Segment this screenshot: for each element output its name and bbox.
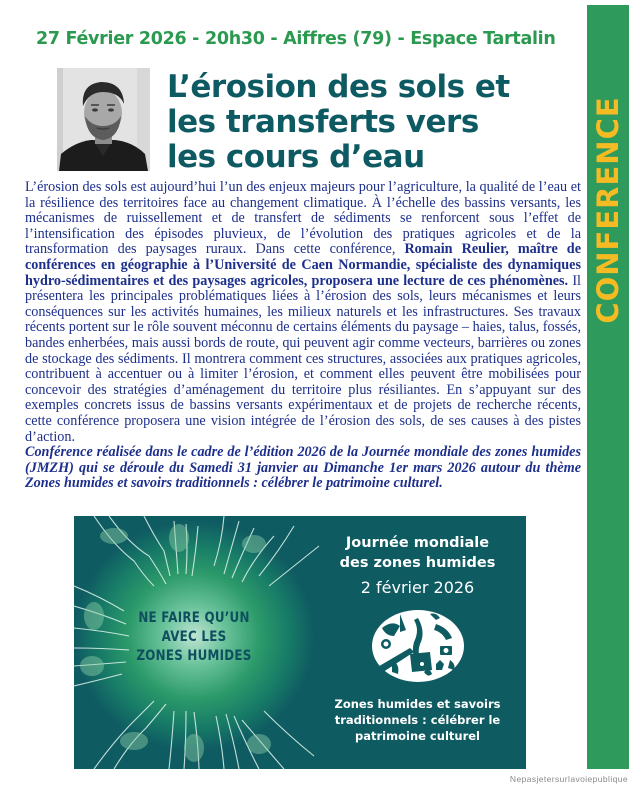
conference-description (25, 180, 581, 492)
jmzh-context-note: Conférence réalisée dans le cadre de l’édition 2026 de la Journée mondiale des zones humides (JMZH) qui se déroule du Samedi 31 janvier au Dimanche 1er mars 2026 autour du thème Zones humides et savoirs traditionnels : célébrer le patrimoine culturel. (25, 444, 581, 492)
wetlands-heritage-emblem-icon (370, 608, 466, 684)
jmzh-banner (74, 516, 526, 769)
speaker-portrait-icon (57, 68, 150, 171)
conference-title (167, 70, 577, 175)
title-line-1: L’érosion des sols et (167, 69, 510, 105)
conference-label: CONFERENCE (591, 96, 625, 324)
title-line-3: les cours d’eau (167, 139, 425, 175)
theme-line-2: traditionnels : célébrer le (334, 713, 501, 727)
jmzh-title-line-2: des zones humides (339, 555, 496, 571)
speaker-presentation: Romain Reulier, maître de conférences en géographie à l’Université de Caen Normandie, spécialiste des dynamiques hydro-sédimentaires et des paysages agricoles, proposera une lecture de ces phénomènes. (25, 241, 581, 289)
banner-slogan (96, 609, 293, 666)
banner-info-panel (309, 516, 526, 769)
jmzh-theme (309, 696, 526, 744)
description-intro: L’érosion des sols est aujourd’hui l’un des enjeux majeurs pour l’agriculture, la qualité de l’eau et la résilience des territoires face au changement climatique. À l’échelle des bassins versants, les mécanismes de ruissellement et de transfert de sédiments se renforcent sous l’effet de l’intensification des épisodes pluvieux, de l’évolution des pratiques agricoles et de la transformation des paysages ruraux. Dans cette conférence, (25, 179, 581, 258)
jmzh-date: 2 février 2026 (360, 578, 475, 597)
jmzh-title (309, 533, 526, 573)
slogan-line-3: ZONES HUMIDES (136, 648, 252, 664)
theme-line-1: Zones humides et savoirs (334, 697, 501, 711)
description-details: Il présentera les principales problématiques liées à l’érosion des sols, leurs mécanismes et leurs conséquences sur les activités humaines, les milieux naturels et les infrastructures. Ses travaux récents portent sur le rôle souvent méconnu de certains éléments du paysage – haies, talus, fossés, bandes enherbées, mais aussi bords de route, qui peuvent agir comme vecteurs, barrières ou zones de stockage des sédiments. Il montrera comment ces structures, associées aux pratiques agricoles, contribuent à accentuer ou à limiter l’érosion, et comment elles peuvent être mobilisées pour concevoir des stratégies d’aménagement du territoire plus résiliantes. En s’appuyant sur des exemples concrets issus de bassins versants expérimentaux et de projets de recherche récents, cette conférence proposera une vision intégrée de l’érosion des sols, de ses causes à des pistes d’action. (25, 272, 581, 445)
slogan-line-2: AVEC LES (161, 629, 227, 645)
title-line-2: les transferts vers (167, 104, 479, 140)
footer-credit: Nepasjetersurlavoiepublique (509, 774, 628, 784)
event-date-location: 27 Février 2026 - 20h30 - Aiffres (79) - Espace Tartalin (36, 29, 556, 49)
conference-sidebar-band (587, 5, 629, 769)
theme-line-3: patrimoine culturel (355, 729, 480, 743)
banner-hands-illustration (74, 516, 324, 769)
slogan-line-1: NE FAIRE QU’UN (138, 610, 250, 626)
speaker-photo (57, 68, 150, 171)
jmzh-title-line-1: Journée mondiale (345, 535, 490, 551)
